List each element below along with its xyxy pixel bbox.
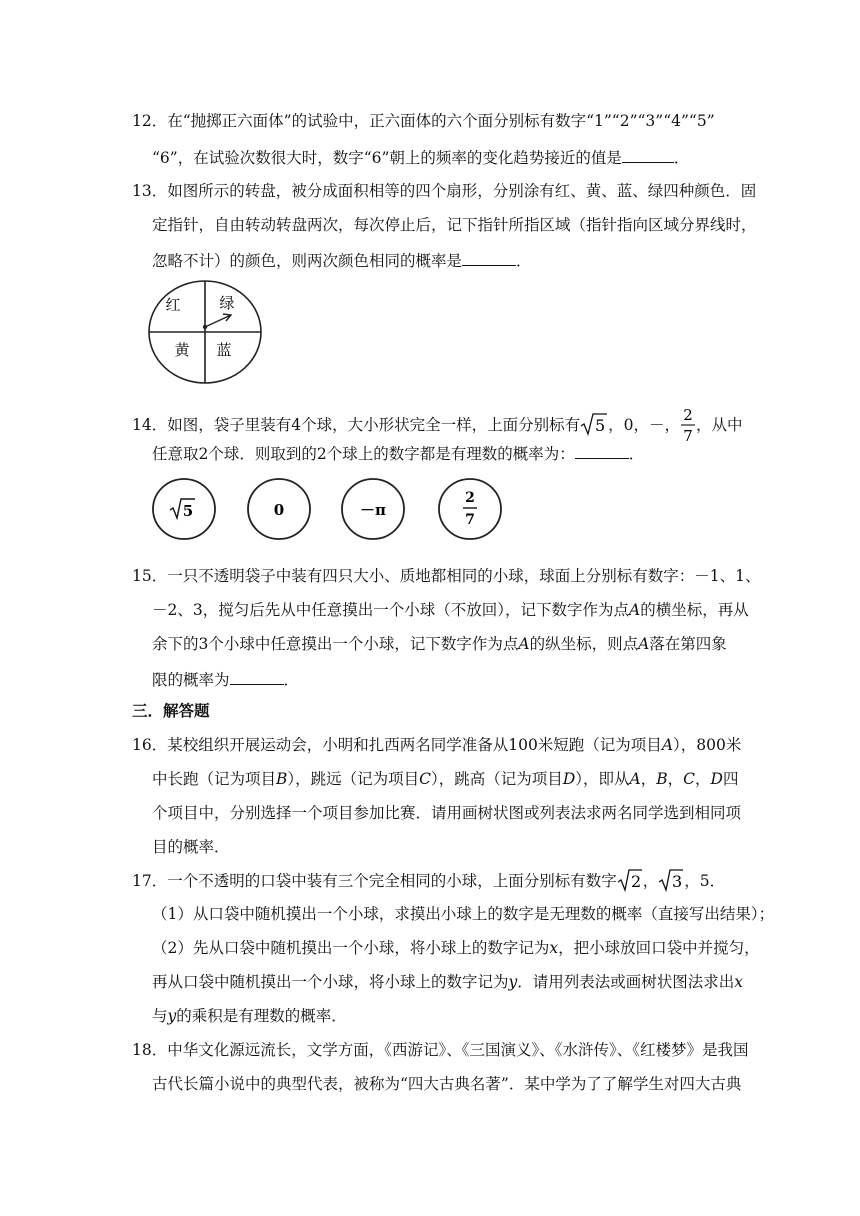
q15-line4: 限的概率为 ． <box>152 667 299 691</box>
svg-text:5: 5 <box>182 502 194 520</box>
q16-line1: 16．某校组织开展运动会，小明和扎西两名同学准备从100米短跑（记为项目A），800米 <box>132 736 742 754</box>
ball-negative-pi <box>342 479 404 539</box>
sector-label-yellow: 黄 <box>174 341 190 359</box>
answer-blank <box>622 145 674 163</box>
answer-blank <box>462 248 516 266</box>
svg-text:3: 3 <box>672 872 683 891</box>
svg-text:7: 7 <box>465 512 475 528</box>
q17-line5: 与y的乘积是有理数的概率． <box>152 1007 347 1025</box>
q15-line3: 余下的3个小球中任意摸出一个小球，记下数字作为点A的纵坐标，则点A落在第四象 <box>152 635 727 653</box>
ball-sqrt5 <box>153 479 215 539</box>
q14-line1: 14．如图，袋子里装有4个球，大小形状完全一样，上面分别标有 5 ，0，－， 2 7 ，从中 <box>132 406 743 445</box>
q17-line1: 17．一个不透明的口袋中装有三个完全相同的小球，上面分别标有数字 2 ， 3 ，5． <box>132 868 725 892</box>
svg-text:5: 5 <box>595 416 606 435</box>
svg-text:7: 7 <box>683 427 693 445</box>
sector-label-blue: 蓝 <box>216 341 232 359</box>
fraction-2-7 <box>680 405 696 445</box>
svg-text:0: 0 <box>273 501 285 519</box>
sector-label-red: 红 <box>165 296 181 314</box>
sector-label-green: 绿 <box>219 294 235 312</box>
q13-line2: 定指针，自由转动转盘两次，每次停止后，记下指针所指区域（指针指向区域分界线时， <box>152 216 757 234</box>
q16-line3: 个项目中，分别选择一个项目参加比赛．请用画树状图或列表法求两名同学选到相同项 <box>152 804 742 822</box>
ball-zero <box>248 479 310 539</box>
svg-text:2: 2 <box>465 490 475 506</box>
spinner-pointer <box>205 315 231 327</box>
sqrt-3-expression <box>658 868 684 892</box>
answer-blank <box>575 441 629 459</box>
q14-line2: 任意取2个球．则取到的2个球上的数字都是有理数的概率为： ． <box>152 441 644 465</box>
q17-line4: 再从口袋中随机摸出一个小球，将小球上的数字记为y．请用列表法或画树状图法求出x <box>152 973 744 991</box>
q13-line3: 忽略不计）的颜色，则两次颜色相同的概率是 ． <box>152 248 532 272</box>
sqrt-2-expression <box>617 868 643 892</box>
spinner-figure <box>147 279 263 385</box>
sqrt-5-expression <box>580 412 608 436</box>
section-heading: 三．解答题 <box>132 701 210 720</box>
answer-blank <box>230 667 284 685</box>
q17-sub1: （1）从口袋中随机摸出一个小球，求摸出小球上的数字是无理数的概率（直接写出结果）； <box>152 905 775 923</box>
spinner-pivot <box>203 325 207 329</box>
q18-line1: 18．中华文化源远流长，文学方面，《西游记》、《三国演义》、《水浒传》、《红楼梦》是我国 <box>132 1041 749 1059</box>
q16-line4: 目的概率． <box>152 838 230 856</box>
q12-line1: 12．在“抛掷正六面体”的试验中，正六面体的六个面分别标有数字“1”“2”“3”“4”“5” <box>132 112 715 130</box>
q15-line2: －2、3，搅匀后先从中任意摸出一个小球（不放回），记下数字作为点A的横坐标，再从 <box>152 601 749 619</box>
q18-line2: 古代长篇小说中的典型代表，被称为“四大古典名著”．某中学为了了解学生对四大古典 <box>152 1075 742 1093</box>
ball-fraction <box>439 479 501 539</box>
q15-line1: 15．一只不透明袋子中装有四只大小、质地都相同的小球，球面上分别标有数字：－1、1、 <box>132 567 761 585</box>
svg-text:2: 2 <box>630 872 641 891</box>
q16-line2: 中长跑（记为项目B），跳远（记为项目C），跳高（记为项目D），即从A，B，C，D四 <box>152 770 739 788</box>
svg-text:2: 2 <box>683 406 693 424</box>
balls-figure <box>150 476 510 542</box>
q12-line2: “6”，在试验次数很大时，数字“6”朝上的频率的变化趋势接近的值是 ． <box>152 145 689 169</box>
svg-text:－π: －π <box>360 501 386 519</box>
q13-line1: 13．如图所示的转盘，被分成面积相等的四个扇形，分别涂有红、黄、蓝、绿四种颜色．固 <box>132 182 757 200</box>
q17-sub2: （2）先从口袋中随机摸出一个小球，将小球上的数字记为x，把小球放回口袋中并搅匀， <box>152 939 760 957</box>
